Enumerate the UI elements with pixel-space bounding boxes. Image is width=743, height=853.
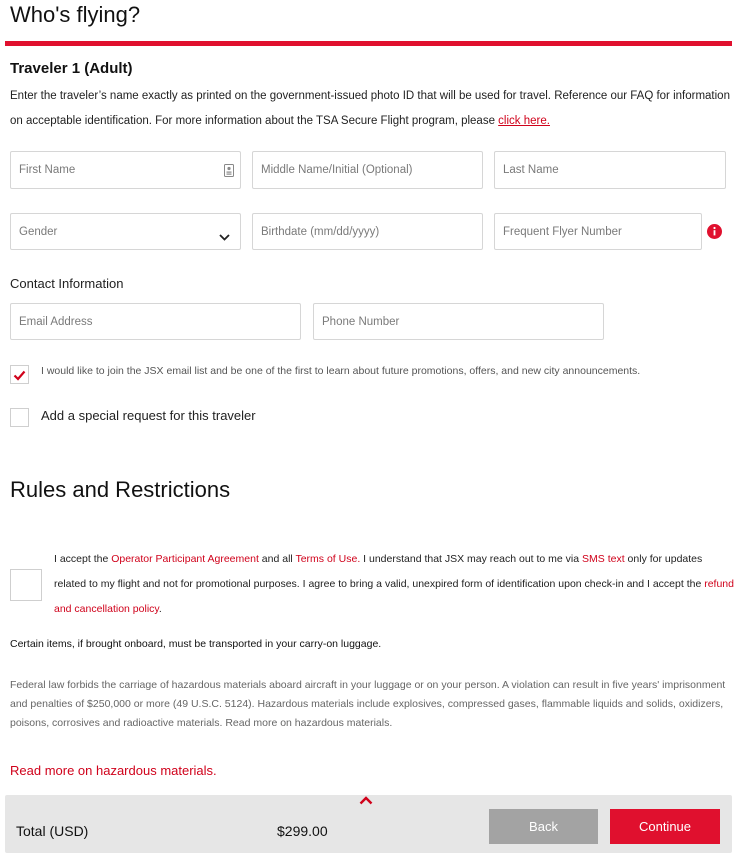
- first-name-placeholder: First Name: [19, 164, 76, 176]
- last-name-field[interactable]: [494, 151, 726, 189]
- accept-terms-checkbox[interactable]: [10, 569, 42, 601]
- info-icon[interactable]: [707, 224, 722, 239]
- first-name-field[interactable]: [10, 151, 241, 189]
- intro-text: Enter the traveler’s name exactly as printed on the government-issued photo ID that will be used for travel. Reference our FAQ for information on acceptable identification. For more information about the TSA Secure Flight program, please: [10, 90, 730, 127]
- accept-terms-label: [54, 547, 734, 622]
- last-name-placeholder: Last Name: [503, 164, 559, 176]
- refund-policy-link[interactable]: refund and cancellation policy: [54, 578, 734, 615]
- email-field[interactable]: [10, 303, 301, 340]
- email-placeholder: Email Address: [19, 315, 93, 328]
- hazmat-read-more-link[interactable]: Read more on hazardous materials.: [10, 763, 217, 778]
- checkout-footer: [5, 795, 732, 853]
- page-title: Who's flying?: [10, 2, 141, 27]
- traveler-heading: Traveler 1 (Adult): [10, 60, 133, 77]
- middle-name-placeholder: Middle Name/Initial (Optional): [261, 164, 413, 176]
- title-divider: [5, 41, 732, 46]
- birthdate-placeholder: Birthdate (mm/dd/yyyy): [261, 225, 380, 238]
- sms-text-link[interactable]: SMS text: [582, 553, 625, 565]
- traveler-instructions: [10, 84, 730, 134]
- accept-text-1: I accept the: [54, 553, 112, 565]
- chevron-up-icon[interactable]: [359, 792, 373, 810]
- frequent-flyer-placeholder: Frequent Flyer Number: [503, 225, 622, 238]
- accept-text-3: I understand that JSX may reach out to me via: [360, 553, 583, 565]
- checkmark-icon: [13, 365, 26, 386]
- special-request-label: Add a special request for this traveler: [41, 408, 256, 423]
- email-optin-label: I would like to join the JSX email list and be one of the first to learn about future promotions, offers, and new city announcements.: [41, 365, 641, 377]
- accept-text-4: only for updates related to my flight and not for promotional purposes. I agree to bring a valid, unexpired form of identification upon check-in and I accept the: [54, 553, 705, 590]
- gender-placeholder: Gender: [19, 225, 58, 238]
- total-label: Total (USD): [16, 823, 89, 839]
- accept-text-2: and all: [258, 553, 296, 565]
- terms-of-use-link[interactable]: Terms of Use.: [295, 553, 361, 565]
- contact-information-label: Contact Information: [10, 276, 124, 291]
- hazmat-notice: Federal law forbids the carriage of hazardous materials aboard aircraft in your luggage or on your person. A violation can result in five years' imprisonment and penalties of $250,000 or more (49 U.S.C. 5124). Hazardous materials include explosives, compressed gases, flammable liquids and solids, oxidizers, poisons, corrosives and radioactive materials. Read more on hazardous materials.: [10, 679, 726, 729]
- accept-text-5: .: [158, 603, 162, 615]
- email-optin-checkbox[interactable]: [10, 365, 29, 384]
- operator-agreement-link[interactable]: Operator Participant Agreement: [111, 553, 259, 565]
- chevron-down-icon: [219, 228, 230, 246]
- rules-title: Rules and Restrictions: [10, 477, 231, 502]
- phone-placeholder: Phone Number: [322, 315, 400, 328]
- birthdate-field[interactable]: [252, 213, 483, 250]
- frequent-flyer-field[interactable]: [494, 213, 702, 250]
- contact-card-icon: [224, 164, 234, 182]
- continue-button[interactable]: Continue: [610, 809, 720, 844]
- tsa-click-here-link[interactable]: click here.: [498, 115, 550, 127]
- phone-field[interactable]: [313, 303, 604, 340]
- special-request-checkbox[interactable]: [10, 408, 29, 427]
- back-button[interactable]: Back: [489, 809, 598, 844]
- total-amount: $299.00: [277, 823, 328, 839]
- middle-name-field[interactable]: [252, 151, 483, 189]
- carry-on-notice: Certain items, if brought onboard, must be transported in your carry-on luggage.: [10, 638, 382, 650]
- gender-select[interactable]: [10, 213, 241, 250]
